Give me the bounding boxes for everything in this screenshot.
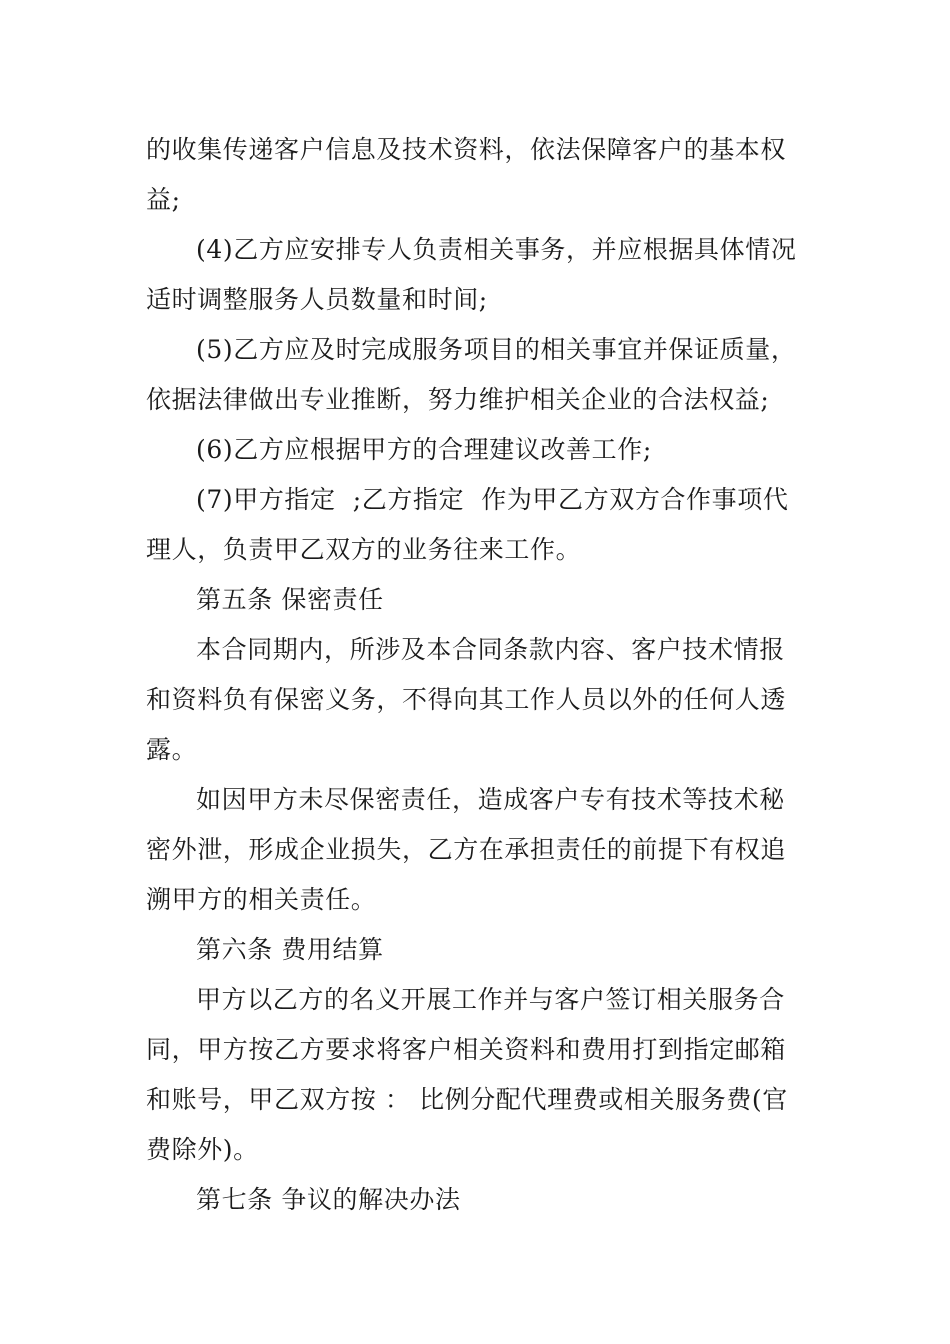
text-line: 依据法律做出专业推断，努力维护相关企业的合法权益; bbox=[146, 385, 770, 414]
text-line: 溯甲方的相关责任。 bbox=[146, 885, 377, 914]
text-line: (6)乙方应根据甲方的合理建议改善工作; bbox=[196, 435, 652, 464]
section-heading: 第七条 争议的解决办法 bbox=[196, 1185, 461, 1214]
section-heading: 第六条 费用结算 bbox=[196, 935, 384, 964]
text-line: 如因甲方未尽保密责任，造成客户专有技术等技术秘 bbox=[196, 785, 785, 814]
text-line: 和账号，甲乙双方按 ： 比例分配代理费或相关服务费(官 bbox=[146, 1085, 788, 1114]
section-heading: 第五条 保密责任 bbox=[196, 585, 384, 614]
text-line: (7)甲方指定 ;乙方指定 作为甲乙方双方合作事项代 bbox=[196, 485, 789, 514]
text-line: 的收集传递客户信息及技术资料，依法保障客户的基本权 bbox=[146, 135, 787, 164]
text-line: 理人，负责甲乙双方的业务往来工作。 bbox=[146, 535, 582, 564]
text-line: 密外泄，形成企业损失，乙方在承担责任的前提下有权追 bbox=[146, 835, 787, 864]
text-line: (5)乙方应及时完成服务项目的相关事宜并保证质量， bbox=[196, 335, 797, 364]
text-line: 费除外)。 bbox=[146, 1135, 259, 1164]
text-line: (4)乙方应安排专人负责相关事务，并应根据具体情况 bbox=[196, 235, 797, 264]
text-line: 同，甲方按乙方要求将客户相关资料和费用打到指定邮箱 bbox=[146, 1035, 787, 1064]
text-line: 露。 bbox=[146, 735, 198, 764]
text-line: 本合同期内，所涉及本合同条款内容、客户技术情报 bbox=[196, 635, 785, 664]
text-line: 益; bbox=[146, 185, 181, 214]
text-line: 甲方以乙方的名义开展工作并与客户签订相关服务合 bbox=[196, 985, 785, 1014]
text-line: 和资料负有保密义务，不得向其工作人员以外的任何人透 bbox=[146, 685, 787, 714]
text-line: 适时调整服务人员数量和时间; bbox=[146, 285, 488, 314]
